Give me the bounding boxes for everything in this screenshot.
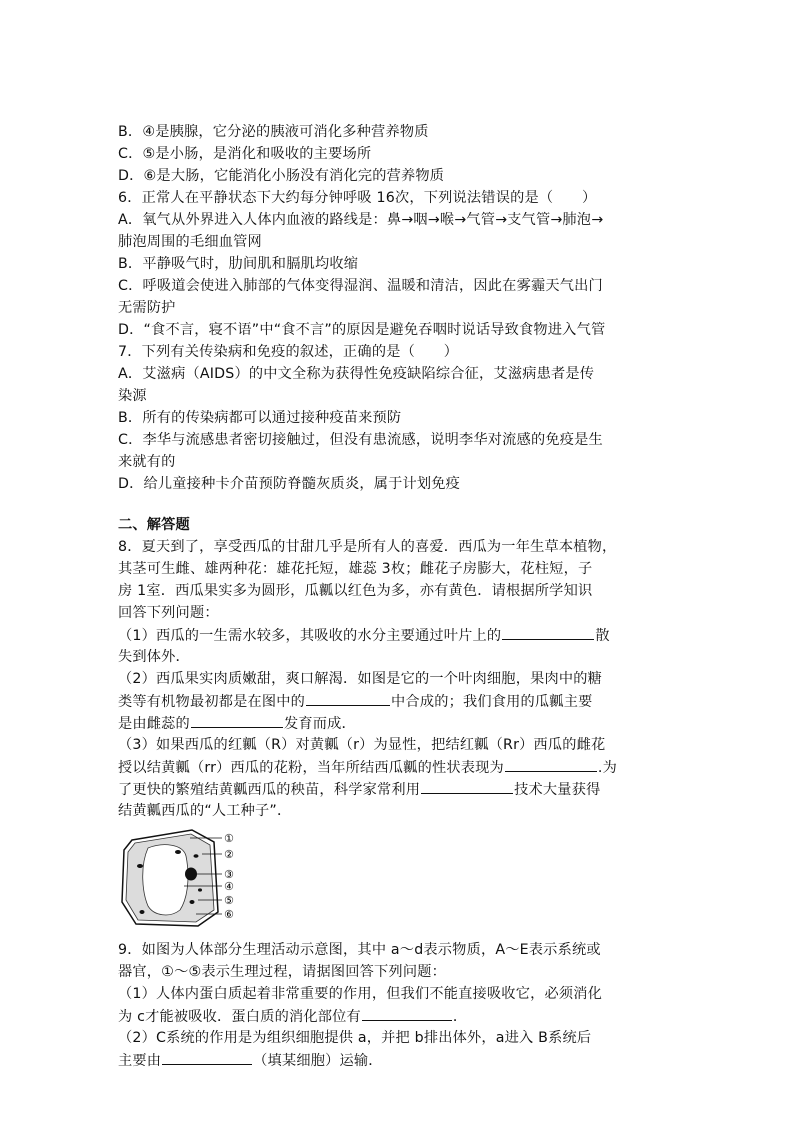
q6-option-a: A．氧气从外界进入人体内血液的路线是：鼻→咽→喉→气管→支气管→肺泡→ (118, 212, 604, 228)
q9-part1-blank-line (118, 1006, 467, 1027)
q8-part2-blank-line (118, 691, 592, 712)
label-3: ③ (224, 868, 234, 881)
question-8-line-2: 其茎可生雌、雄两种花：雄花托短，雄蕊 3枚；雌花子房膨大，花柱短，子 (118, 561, 593, 577)
q8-part2-text: 类等有机物最初都是在图中的 (118, 694, 306, 710)
q8-part3-line: （3）如果西瓜的红瓤（R）对黄瓤（r）为显性，把结红瓤（Rr）西瓜的雌花 (118, 737, 606, 753)
answer-blank-5[interactable] (421, 779, 513, 794)
chloroplast (137, 864, 143, 868)
question-7-stem: 7．下列有关传染病和免疫的叙述，正确的是（ ） (118, 344, 459, 360)
label-6: ⑥ (224, 908, 234, 921)
q9-part1-tail: ． (452, 1009, 468, 1025)
q8-part1-text: （1）西瓜的一生需水较多，其吸收的水分主要通过叶片上的 (118, 628, 502, 644)
q7-option-a: A．艾滋病（AIDS）的中文全称为获得性免疫缺陷综合征，艾滋病患者是传 (118, 366, 595, 382)
q7-option-b: B．所有的传染病都可以通过接种疫苗来预防 (118, 410, 402, 426)
q8-part1-tail: 散 (595, 628, 610, 644)
q8-part3-blank-line (118, 757, 617, 778)
q8-part1-line (118, 625, 610, 646)
answer-blank-1[interactable] (502, 625, 594, 640)
q8-part3-tail: .为 (597, 760, 618, 776)
q8-part3-text: 授以结黄瓤（rr）西瓜的花粉，当年所结西瓜瓤的性状表现为 (118, 760, 504, 776)
leaf-cell-diagram (118, 826, 248, 930)
label-4: ④ (224, 880, 234, 893)
q8-part3-cont: 结黄瓤西瓜的“人工种子”． (118, 803, 292, 819)
q8-part3-blank-line-2 (118, 779, 600, 800)
answer-blank-2[interactable] (306, 691, 390, 706)
label-1: ① (224, 832, 234, 845)
q8-part2-blank-line-2 (118, 713, 356, 734)
q8-part2-tail: 中合成的；我们食用的瓜瓤主要 (391, 694, 593, 710)
q6-option-a-cont: 肺泡周围的毛细血管网 (118, 234, 262, 250)
q7-option-d: D．给儿童接种卡介苗预防脊髓灰质炎，属于计划免疫 (118, 476, 461, 492)
answer-blank-6[interactable] (362, 1006, 452, 1021)
chloroplast (198, 888, 202, 891)
vacuole (143, 845, 188, 915)
q9-part2-text: 主要由 (118, 1053, 162, 1069)
nucleus (185, 868, 197, 881)
answer-blank-3[interactable] (191, 713, 283, 728)
q8-part2-text-2: 是由雌蕊的 (118, 716, 190, 732)
question-8-line-4: 回答下列问题： (118, 605, 219, 621)
option-d-line: D．⑥是大肠，它能消化小肠没有消化完的营养物质 (118, 168, 445, 184)
q8-part3-text-2: 了更快的繁殖结黄瓤西瓜的秧苗，科学家常利用 (118, 782, 421, 798)
chloroplast (140, 910, 145, 914)
q9-part2-blank-line (118, 1050, 383, 1071)
chloroplast (194, 854, 199, 858)
answer-blank-7[interactable] (162, 1050, 252, 1065)
q8-part1-cont: 失到体外． (118, 649, 190, 665)
option-c-line: C．⑤是小肠，是消化和吸收的主要场所 (118, 146, 372, 162)
question-8-line-1: 8．夏天到了，享受西瓜的甘甜几乎是所有人的喜爱．西瓜为一年生草本植物， (118, 539, 617, 555)
q7-option-a-cont: 染源 (118, 388, 147, 404)
option-b-line: B．④是胰腺，它分泌的胰液可消化多种营养物质 (118, 124, 429, 140)
chloroplast (190, 900, 195, 904)
q6-option-d: D．“食不言，寝不语”中“食不言”的原因是避免吞咽时说话导致食物进入气管 (118, 322, 606, 338)
cell-svg (118, 826, 248, 930)
question-8-line-3: 房 1室．西瓜果实多为圆形，瓜瓤以红色为多，亦有黄色．请根据所学知识 (118, 583, 593, 599)
q9-part2-tail: （填某细胞）运输． (253, 1053, 383, 1069)
q9-part2-line: （2）C系统的作用是为组织细胞提供 a，并把 b排出体外，a进入 B系统后 (118, 1030, 592, 1046)
q6-option-c-cont: 无需防护 (118, 300, 176, 316)
label-5: ⑤ (224, 894, 234, 907)
q8-part3-tail-2: 技术大量获得 (514, 782, 601, 798)
q8-part2-tail-2: 发育而成． (283, 716, 356, 732)
question-9-line-2: 器官，①～⑤表示生理过程，请据图回答下列问题： (118, 964, 446, 980)
answer-blank-4[interactable] (505, 757, 597, 772)
q6-option-b: B．平静吸气时，肋间肌和膈肌均收缩 (118, 256, 359, 272)
section-heading: 二、解答题 (118, 517, 190, 533)
q9-part1-text: 为 c才能被吸收．蛋白质的消化部位有 (118, 1009, 361, 1025)
question-9-line-1: 9．如图为人体部分生理活动示意图，其中 a～d表示物质，A～E表示系统或 (118, 942, 601, 958)
chloroplast (175, 850, 181, 854)
q8-part2-line: （2）西瓜果实肉质嫩甜，爽口解渴．如图是它的一个叶肉细胞，果肉中的糖 (118, 671, 603, 687)
label-2: ② (224, 848, 234, 861)
q9-part1-line: （1）人体内蛋白质起着非常重要的作用，但我们不能直接吸收它，必须消化 (118, 986, 603, 1002)
question-6-stem: 6．正常人在平静状态下大约每分钟呼吸 16次，下列说法错误的是（ ） (118, 190, 597, 206)
q7-option-c-cont: 来就有的 (118, 454, 176, 470)
q7-option-c: C．李华与流感患者密切接触过，但没有患流感，说明李华对流感的免疫是生 (118, 432, 603, 448)
q6-option-c: C．呼吸道会使进入肺部的气体变得湿润、温暖和清洁，因此在雾霾天气出门 (118, 278, 603, 294)
